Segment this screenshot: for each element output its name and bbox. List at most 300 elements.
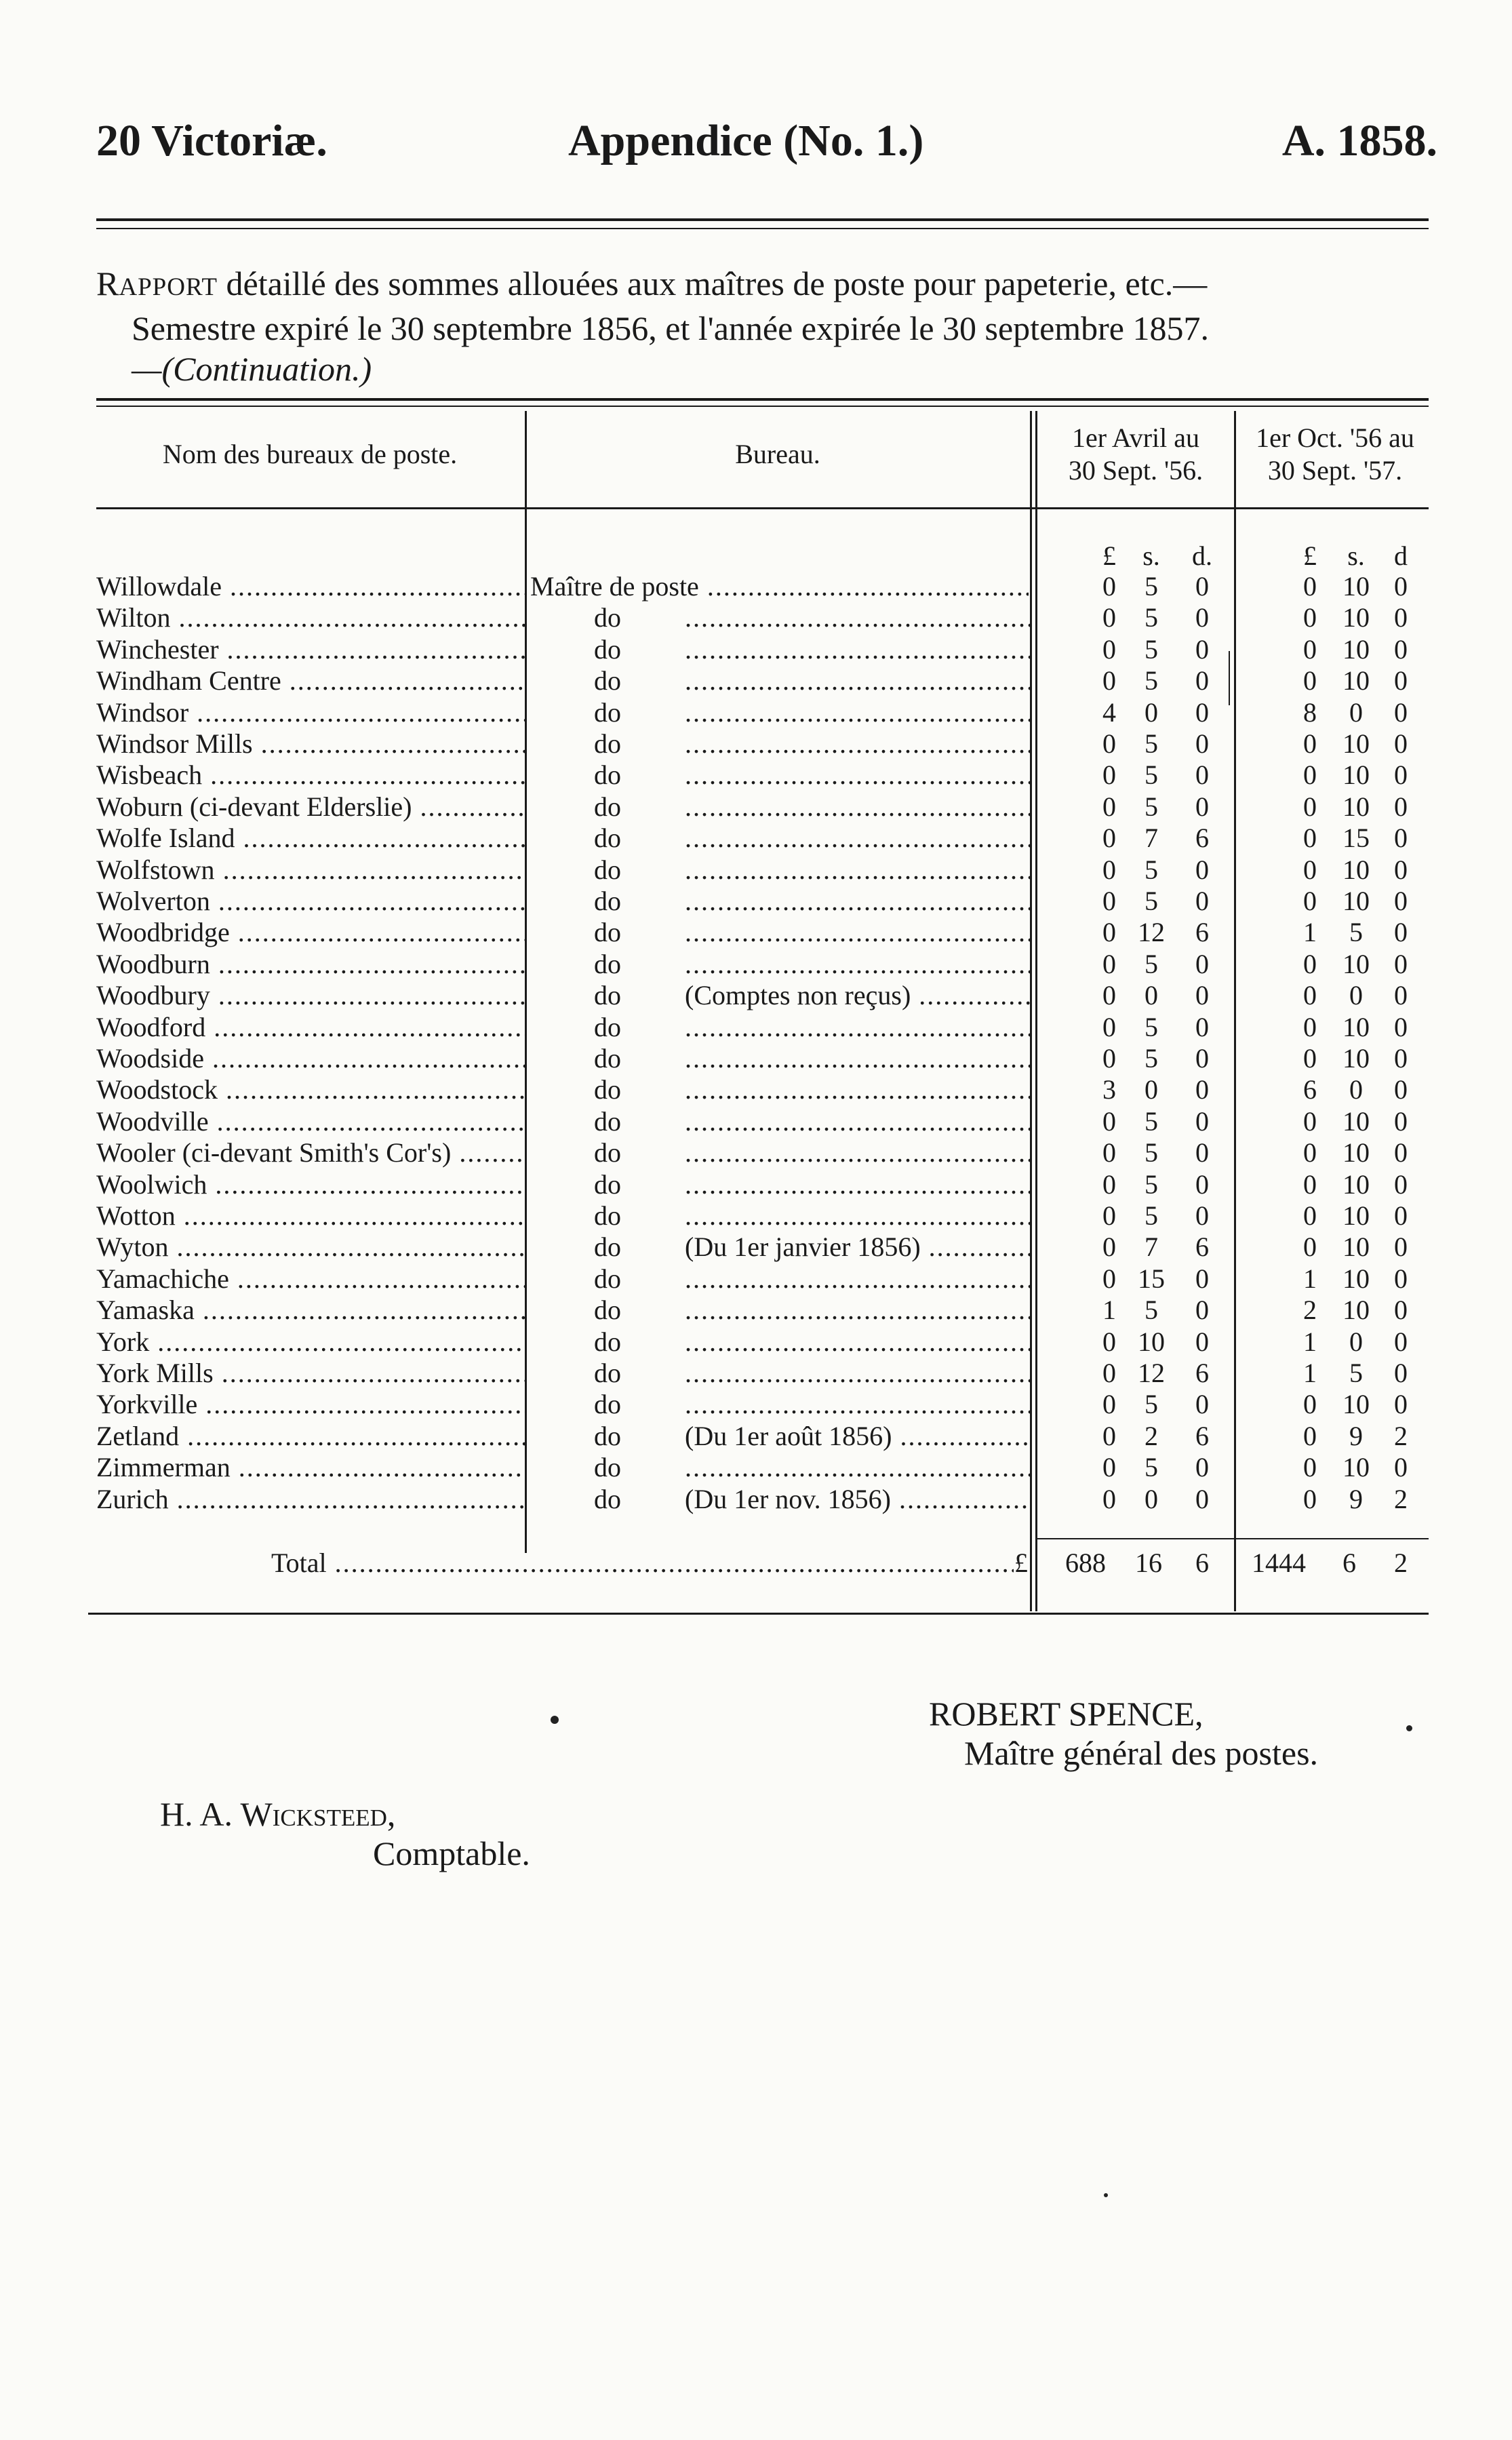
p1-pence: 0 — [1195, 1483, 1209, 1514]
p2-pence: 2 — [1394, 1420, 1408, 1451]
postmaster-title: Maître général des postes. — [964, 1734, 1319, 1772]
bureau-note — [685, 697, 1031, 728]
bureau-type: do — [594, 1389, 621, 1420]
total-rule — [1037, 1538, 1429, 1539]
office-name: Wisbeach ..... — [96, 760, 525, 791]
table-row — [0, 602, 1512, 633]
bureau-note — [685, 1106, 1031, 1137]
table-row — [0, 1389, 1512, 1420]
caption-smallcaps-rest: APPORT — [119, 273, 218, 301]
p1-pence: 0 — [1195, 1043, 1209, 1074]
p1-shillings: 7 — [1145, 823, 1158, 854]
postmaster-signature — [929, 1694, 1318, 1773]
bureau-note — [685, 1389, 1031, 1420]
p2-pounds: 0 — [1303, 1483, 1317, 1514]
bureau-note — [685, 1295, 1031, 1326]
p1-shillings: 5 — [1145, 886, 1158, 916]
bureau-type: do — [594, 728, 621, 759]
p2-pence: 0 — [1394, 1295, 1408, 1326]
p1-pence: 6 — [1195, 917, 1209, 948]
colhead-period1 — [1037, 422, 1234, 487]
table-row — [0, 697, 1512, 728]
bureau-note — [685, 760, 1031, 791]
bureau-type: do — [594, 1232, 621, 1263]
colhead-name: Nom des bureaux de poste. — [162, 439, 458, 469]
p1-shillings: 15 — [1138, 1263, 1165, 1294]
bureau-type: do — [594, 1105, 621, 1137]
p2-pence: 0 — [1394, 1326, 1408, 1357]
p2-shillings: 10 — [1342, 854, 1370, 885]
bureau-type: do — [594, 1295, 621, 1326]
bureau-type: do — [594, 1326, 621, 1357]
office-name: Woodbridge ..... — [96, 917, 525, 948]
bureau-type: do — [594, 760, 621, 791]
p1-shillings: 5 — [1145, 854, 1158, 885]
p2-pounds: 0 — [1303, 1043, 1317, 1074]
p1-pounds: 0 — [1102, 1011, 1116, 1042]
office-name: Woodford ..... — [96, 1012, 525, 1043]
p1-pence: 6 — [1195, 1420, 1209, 1451]
p2-pence: 0 — [1394, 1168, 1408, 1200]
bureau-type: do — [594, 1137, 621, 1168]
p1-shillings: 5 — [1145, 948, 1158, 979]
accountant-signature — [160, 1794, 530, 1873]
p1-pounds: 0 — [1102, 571, 1116, 602]
p2-pounds: 1 — [1303, 917, 1317, 948]
p1-pounds: 0 — [1102, 1168, 1116, 1200]
p2-shillings: 10 — [1342, 886, 1370, 916]
total-p1-pence: 6 — [1195, 1548, 1209, 1578]
p1-pence: 0 — [1195, 1295, 1209, 1326]
p2-shillings: 5 — [1349, 1358, 1363, 1388]
p1-pence: 0 — [1195, 948, 1209, 979]
p1-shillings: 10 — [1138, 1326, 1165, 1357]
p1-pounds: 0 — [1102, 1263, 1116, 1294]
table-top-rule-thin — [96, 406, 1429, 407]
ink-speck — [551, 1716, 559, 1724]
p2-shillings: 10 — [1342, 571, 1370, 602]
bureau-type: do — [594, 1483, 621, 1514]
bureau-note — [685, 728, 1031, 760]
p1-pounds: 0 — [1102, 1200, 1116, 1231]
bureau-note — [685, 1074, 1031, 1105]
office-name: Yorkville ..... — [96, 1389, 525, 1420]
p2-pence: 0 — [1394, 1263, 1408, 1294]
p1-shillings: 5 — [1145, 1137, 1158, 1168]
p2-pounds: 0 — [1303, 602, 1317, 633]
p2-shillings: 10 — [1342, 602, 1370, 633]
p2-pounds: 1 — [1303, 1263, 1317, 1294]
p1-pounds: 0 — [1102, 1420, 1116, 1451]
unit-penny-2: d — [1394, 540, 1408, 571]
colhead-period2-line2: 30 Sept. '57. — [1267, 455, 1403, 486]
table-row — [0, 634, 1512, 665]
p1-pence: 0 — [1195, 791, 1209, 822]
office-name: Woolwich ..... — [96, 1169, 525, 1200]
bureau-type: do — [594, 1074, 621, 1105]
p1-shillings: 12 — [1138, 1358, 1165, 1388]
p2-shillings: 0 — [1349, 696, 1363, 728]
office-name: Yamachiche ..... — [96, 1263, 525, 1295]
p2-shillings: 10 — [1342, 1389, 1370, 1420]
p1-pence: 0 — [1195, 1168, 1209, 1200]
office-name: Wolverton ..... — [96, 886, 525, 917]
p2-shillings: 5 — [1349, 917, 1363, 948]
p1-pence: 0 — [1195, 854, 1209, 885]
colhead-bureau: Bureau. — [735, 439, 820, 469]
bureau-type: do — [594, 1168, 621, 1200]
caption-line-1-rest: détaillé des sommes allouées aux maîtres de poste pour papeterie, etc.— — [218, 264, 1208, 302]
table-row — [0, 1106, 1512, 1137]
p2-pounds: 0 — [1303, 948, 1317, 979]
p2-pence: 0 — [1394, 948, 1408, 979]
p2-shillings: 10 — [1342, 1452, 1370, 1483]
bureau-type: do — [594, 602, 621, 633]
accountant-name: H. A. Wicksteed, — [160, 1795, 396, 1833]
p2-pence: 0 — [1394, 1358, 1408, 1388]
p2-pence: 0 — [1394, 760, 1408, 791]
total-p2-pounds: 1444 — [1252, 1548, 1306, 1578]
bureau-type: Maître de poste ..... — [530, 571, 1029, 602]
p2-pence: 0 — [1394, 1200, 1408, 1231]
table-row — [0, 1295, 1512, 1326]
p2-pounds: 0 — [1303, 1420, 1317, 1451]
p2-pence: 0 — [1394, 791, 1408, 822]
p1-shillings: 12 — [1138, 917, 1165, 948]
p1-pounds: 0 — [1102, 917, 1116, 948]
p1-pence: 0 — [1195, 1011, 1209, 1042]
table-row — [0, 728, 1512, 760]
p2-pounds: 0 — [1303, 1232, 1317, 1263]
office-name: Wyton ..... — [96, 1232, 525, 1263]
p1-shillings: 5 — [1145, 665, 1158, 696]
caption-line-1 — [96, 263, 1432, 308]
p2-pounds: 0 — [1303, 760, 1317, 791]
table-row — [0, 1232, 1512, 1263]
p1-shillings: 5 — [1145, 602, 1158, 633]
bureau-type: do — [594, 886, 621, 916]
header-right: A. 1858. — [1281, 116, 1437, 165]
bureau-note — [685, 1358, 1031, 1389]
postmaster-name: ROBERT SPENCE, — [929, 1695, 1203, 1733]
p1-pounds: 0 — [1102, 1232, 1116, 1263]
office-name: York ..... — [96, 1326, 525, 1358]
p1-shillings: 5 — [1145, 791, 1158, 822]
unit-shilling-1: s. — [1142, 540, 1160, 571]
table-row — [0, 1043, 1512, 1074]
office-name: Windsor ..... — [96, 697, 525, 728]
p1-pounds: 0 — [1102, 760, 1116, 791]
ink-speck — [1406, 1725, 1412, 1731]
p2-pence: 0 — [1394, 823, 1408, 854]
p2-pounds: 2 — [1303, 1295, 1317, 1326]
unit-pound-1: £ — [1102, 540, 1116, 571]
p1-shillings: 5 — [1145, 571, 1158, 602]
p2-pence: 0 — [1394, 696, 1408, 728]
bureau-type: do — [594, 1011, 621, 1042]
office-name: Woodburn ..... — [96, 949, 525, 980]
bureau-type: do — [594, 1452, 621, 1483]
p2-pounds: 0 — [1303, 665, 1317, 696]
p1-shillings: 5 — [1145, 1452, 1158, 1483]
p2-shillings: 10 — [1342, 665, 1370, 696]
p2-pence: 0 — [1394, 917, 1408, 948]
table-row — [0, 760, 1512, 791]
p2-shillings: 10 — [1342, 948, 1370, 979]
p1-pounds: 0 — [1102, 823, 1116, 854]
p1-pounds: 4 — [1102, 696, 1116, 728]
p1-pence: 0 — [1195, 1200, 1209, 1231]
p1-pence: 0 — [1195, 980, 1209, 1011]
office-name: Willowdale ..... — [96, 571, 525, 602]
p2-pence: 0 — [1394, 571, 1408, 602]
bureau-type: do — [594, 1263, 621, 1294]
bureau-note: (Du 1er août 1856) ..... — [685, 1421, 1031, 1452]
bureau-note — [685, 917, 1031, 948]
p2-shillings: 10 — [1342, 1137, 1370, 1168]
table-row — [0, 886, 1512, 917]
p1-pounds: 0 — [1102, 1137, 1116, 1168]
p2-pounds: 1 — [1303, 1358, 1317, 1388]
bureau-note — [685, 949, 1031, 980]
office-name: Wilton ..... — [96, 602, 525, 633]
p2-shillings: 10 — [1342, 728, 1370, 759]
table-row — [0, 1421, 1512, 1452]
p2-pence: 0 — [1394, 1105, 1408, 1137]
bureau-note — [685, 634, 1031, 665]
p2-pence: 0 — [1394, 886, 1408, 916]
p1-pence: 0 — [1195, 760, 1209, 791]
p2-pounds: 6 — [1303, 1074, 1317, 1105]
p1-shillings: 5 — [1145, 1200, 1158, 1231]
colhead-period1-line2: 30 Sept. '56. — [1068, 455, 1203, 486]
office-name: Windsor Mills ..... — [96, 728, 525, 760]
bureau-note — [685, 886, 1031, 917]
p1-shillings: 5 — [1145, 633, 1158, 665]
bureau-type: do — [594, 854, 621, 885]
office-name: Wotton ..... — [96, 1200, 525, 1232]
office-name: Woodville ..... — [96, 1106, 525, 1137]
table-row — [0, 791, 1512, 823]
total-label: Total ..... — [271, 1546, 1014, 1580]
p1-pounds: 0 — [1102, 886, 1116, 916]
p2-pence: 0 — [1394, 854, 1408, 885]
p1-shillings: 0 — [1145, 696, 1158, 728]
p1-pence: 0 — [1195, 571, 1209, 602]
bureau-type: do — [594, 665, 621, 696]
total-p2-pence: 2 — [1394, 1548, 1408, 1578]
office-name: York Mills ..... — [96, 1358, 525, 1389]
p2-pence: 0 — [1394, 1137, 1408, 1168]
p1-shillings: 2 — [1145, 1420, 1158, 1451]
office-name: Zetland ..... — [96, 1421, 525, 1452]
table-bottom-rule — [88, 1613, 1429, 1615]
unit-pound-2: £ — [1303, 540, 1317, 571]
office-name: Winchester ..... — [96, 634, 525, 665]
colhead-period1-line1: 1er Avril au — [1071, 422, 1200, 453]
bureau-note: (Du 1er janvier 1856) ..... — [685, 1232, 1031, 1263]
p1-pounds: 0 — [1102, 1326, 1116, 1357]
p2-pounds: 1 — [1303, 1326, 1317, 1357]
p1-pence: 0 — [1195, 728, 1209, 759]
p1-pence: 0 — [1195, 1263, 1209, 1294]
table-row — [0, 823, 1512, 854]
bureau-type: do — [594, 1043, 621, 1074]
table-row — [0, 1484, 1512, 1515]
header-rule-thick — [96, 218, 1429, 221]
p1-pounds: 0 — [1102, 1452, 1116, 1483]
p2-shillings: 10 — [1342, 1105, 1370, 1137]
office-name: Windham Centre ..... — [96, 665, 525, 696]
total-row — [0, 1546, 1512, 1580]
p2-shillings: 10 — [1342, 1295, 1370, 1326]
p1-pence: 0 — [1195, 1137, 1209, 1168]
p1-pounds: 0 — [1102, 1043, 1116, 1074]
p1-pounds: 0 — [1102, 1105, 1116, 1137]
p1-pounds: 0 — [1102, 1358, 1116, 1388]
unit-shilling-2: s. — [1347, 540, 1365, 571]
p2-pounds: 0 — [1303, 980, 1317, 1011]
p1-shillings: 5 — [1145, 1043, 1158, 1074]
bureau-note — [685, 1169, 1031, 1200]
p1-pence: 6 — [1195, 1232, 1209, 1263]
bureau-note — [685, 1263, 1031, 1295]
p2-pence: 0 — [1394, 1232, 1408, 1263]
bureau-note: (Du 1er nov. 1856) ..... — [685, 1484, 1031, 1515]
bureau-type: do — [594, 917, 621, 948]
bureau-note — [685, 854, 1031, 886]
bureau-type: do — [594, 791, 621, 822]
p2-pence: 0 — [1394, 665, 1408, 696]
bureau-note — [685, 665, 1031, 696]
p2-pence: 0 — [1394, 980, 1408, 1011]
bureau-note — [685, 1200, 1031, 1232]
p2-shillings: 10 — [1342, 1200, 1370, 1231]
report-caption — [96, 263, 1432, 389]
p1-pence: 0 — [1195, 696, 1209, 728]
p1-shillings: 5 — [1145, 760, 1158, 791]
p1-pence: 0 — [1195, 665, 1209, 696]
bureau-note — [685, 1137, 1031, 1168]
bureau-note — [685, 1043, 1031, 1074]
caption-line-3: —(Continuation.) — [132, 350, 372, 388]
p1-shillings: 5 — [1145, 1011, 1158, 1042]
table-row — [0, 571, 1512, 602]
p2-shillings: 9 — [1349, 1420, 1363, 1451]
p2-pounds: 0 — [1303, 886, 1317, 916]
p2-pounds: 0 — [1303, 1011, 1317, 1042]
table-row — [0, 665, 1512, 696]
table-row — [0, 917, 1512, 948]
p1-shillings: 5 — [1145, 728, 1158, 759]
p2-shillings: 0 — [1349, 1074, 1363, 1105]
bureau-type: do — [594, 1200, 621, 1231]
total-p1-pounds: 688 — [1065, 1548, 1106, 1578]
header-center: Appendice (No. 1.) — [568, 116, 924, 165]
p1-shillings: 5 — [1145, 1389, 1158, 1420]
p2-pence: 0 — [1394, 1074, 1408, 1105]
p1-pence: 0 — [1195, 602, 1209, 633]
header-separator-rule — [96, 507, 1429, 509]
p2-pence: 0 — [1394, 633, 1408, 665]
total-p1-shillings: 16 — [1135, 1548, 1162, 1578]
p2-pence: 0 — [1394, 1011, 1408, 1042]
ink-speck — [1104, 2193, 1108, 2197]
table-row — [0, 1169, 1512, 1200]
p1-pounds: 0 — [1102, 1483, 1116, 1514]
bureau-note — [685, 823, 1031, 854]
p1-pence: 0 — [1195, 1074, 1209, 1105]
p1-shillings: 0 — [1145, 1483, 1158, 1514]
p1-pounds: 0 — [1102, 602, 1116, 633]
p1-shillings: 0 — [1145, 1074, 1158, 1105]
p1-pence: 0 — [1195, 886, 1209, 916]
p1-pence: 6 — [1195, 823, 1209, 854]
p2-pence: 2 — [1394, 1483, 1408, 1514]
table-row — [0, 980, 1512, 1011]
header-rule-thin — [96, 228, 1429, 229]
total-currency: £ — [1014, 1548, 1028, 1578]
p1-pounds: 0 — [1102, 854, 1116, 885]
p2-pounds: 0 — [1303, 1137, 1317, 1168]
office-name: Wolfe Island ..... — [96, 823, 525, 854]
p2-shillings: 15 — [1342, 823, 1370, 854]
p2-shillings: 10 — [1342, 1263, 1370, 1294]
p2-pounds: 0 — [1303, 633, 1317, 665]
office-name: Woodbury ..... — [96, 980, 525, 1011]
p1-pence: 0 — [1195, 1389, 1209, 1420]
office-name: Woodstock ..... — [96, 1074, 525, 1105]
p2-pence: 0 — [1394, 1043, 1408, 1074]
total-p2-shillings: 6 — [1342, 1548, 1356, 1578]
bureau-type: do — [594, 980, 621, 1011]
office-name: Yamaska ..... — [96, 1295, 525, 1326]
caption-smallcaps-initial: R — [96, 264, 119, 302]
p2-pence: 0 — [1394, 1452, 1408, 1483]
bureau-type: do — [594, 823, 621, 854]
p2-pounds: 0 — [1303, 1105, 1317, 1137]
bureau-type: do — [594, 1358, 621, 1388]
p2-shillings: 10 — [1342, 1011, 1370, 1042]
table-row — [0, 1074, 1512, 1105]
table-row — [0, 1137, 1512, 1168]
p1-shillings: 5 — [1145, 1105, 1158, 1137]
table-row — [0, 1200, 1512, 1232]
p2-shillings: 9 — [1349, 1483, 1363, 1514]
table-row — [0, 854, 1512, 886]
p2-shillings: 0 — [1349, 980, 1363, 1011]
p1-pounds: 0 — [1102, 948, 1116, 979]
bureau-note — [685, 1012, 1031, 1043]
p2-pounds: 0 — [1303, 571, 1317, 602]
p1-pence: 0 — [1195, 1452, 1209, 1483]
header-left: 20 Victoriæ. — [96, 116, 327, 165]
bureau-note — [685, 1452, 1031, 1483]
colhead-period2-line1: 1er Oct. '56 au — [1256, 422, 1414, 453]
p2-pounds: 0 — [1303, 823, 1317, 854]
p1-pounds: 0 — [1102, 791, 1116, 822]
p1-shillings: 5 — [1145, 1295, 1158, 1326]
bureau-type: do — [594, 948, 621, 979]
p1-pence: 0 — [1195, 1105, 1209, 1137]
bureau-note — [685, 791, 1031, 823]
office-name: Zurich ..... — [96, 1484, 525, 1515]
table-row — [0, 949, 1512, 980]
p1-shillings: 0 — [1145, 980, 1158, 1011]
p1-pence: 6 — [1195, 1358, 1209, 1388]
p1-shillings: 7 — [1145, 1232, 1158, 1263]
table-row — [0, 1358, 1512, 1389]
